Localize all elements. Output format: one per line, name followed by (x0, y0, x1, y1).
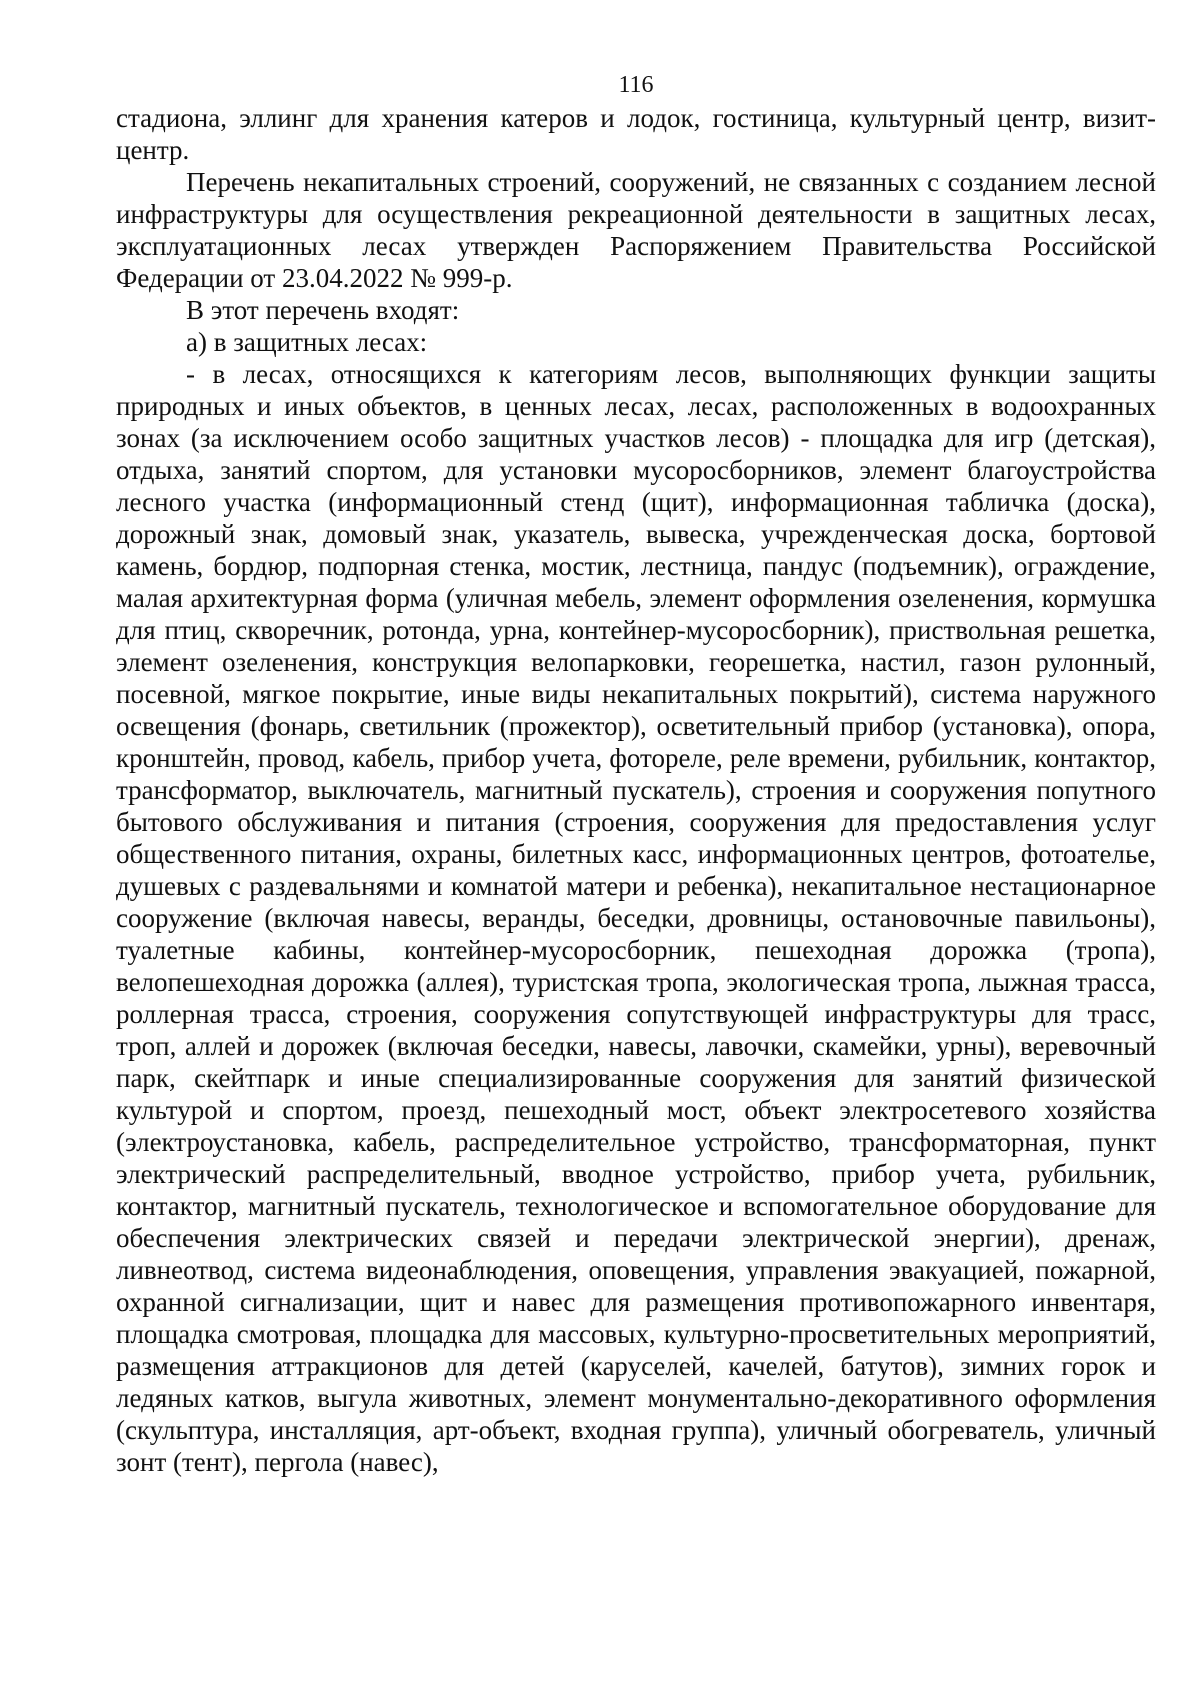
document-page (116, 70, 1156, 1478)
paragraph-structures-list: - в лесах, относящихся к категориям лесов, выполняющих функции защиты природных и иных объектов, в ценных лесах, лесах, расположенных в водоохранных зонах (за исключением особо защитных участков лесов) - площадка для игр (детская), отдыха, занятий спортом, для установки мусоросборников, элемент благоустройства лесного участка (информационный стенд (щит), информационная табличка (доска), дорожный знак, домовый знак, указатель, вывеска, учрежденческая доска, бортовой камень, бордюр, подпорная стенка, мостик, лестница, пандус (подъемник), ограждение, малая архитектурная форма (уличная мебель, элемент оформления озеленения, кормушка для птиц, скворечник, ротонда, урна, контейнер-мусоросборник), приствольная решетка, элемент озеленения, конструкция велопарковки, георешетка, настил, газон рулонный, посевной, мягкое покрытие, иные виды некапитальных покрытий), система наружного освещения (фонарь, светильник (прожектор), осветительный прибор (установка), опора, кронштейн, провод, кабель, прибор учета, фотореле, реле времени, рубильник, контактор, трансформатор, выключатель, магнитный пускатель), строения и сооружения попутного бытового обслуживания и питания (строения, сооружения для предоставления услуг общественного питания, охраны, билетных касс, информационных центров, фотоателье, душевых с раздевальнями и комнатой матери и ребенка), некапитальное нестационарное сооружение (включая навесы, веранды, беседки, дровницы, остановочные павильоны), туалетные кабины, контейнер-мусоросборник, пешеходная дорожка (тропа), велопешеходная дорожка (аллея), туристская тропа, экологическая тропа, лыжная трасса, роллерная трасса, строения, сооружения сопутствующей инфраструктуры для трасс, троп, аллей и дорожек (включая беседки, навесы, лавочки, скамейки, урны), веревочный парк, скейтпарк и иные специализированные сооружения для занятий физической культурой и спортом, проезд, пешеходный мост, объект электросетевого хозяйства (электроустановка, кабель, распределительное устройство, трансформаторная, пункт электрический распределительный, вводное устройство, прибор учета, рубильник, контактор, магнитный пускатель, технологическое и вспомогательное оборудование для обеспечения электрических связей и передачи электрической энергии), дренаж, ливнеотвод, система видеонаблюдения, оповещения, управления эвакуацией, пожарной, охранной сигнализации, щит и навес для размещения противопожарного инвентаря, площадка смотровая, площадка для массовых, культурно-просветительных мероприятий, размещения аттракционов для детей (каруселей, качелей, батутов), зимних горок и ледяных катков, выгула животных, элемент монументально-декоративного оформления (скульптура, инсталляция, арт-объект, входная группа), уличный обогреватель, уличный зонт (тент), пергола (навес), (116, 359, 1156, 1477)
paragraph-continuation: стадиона, эллинг для хранения катеров и лодок, гостиница, культурный центр, визит-центр. (116, 103, 1156, 165)
paragraph-includes: В этот перечень входят: (186, 295, 460, 325)
page-number: 116 (618, 72, 654, 98)
paragraph-protective-forests: а) в защитных лесах: (186, 327, 428, 357)
paragraph-list-intro: Перечень некапитальных строений, сооружений, не связанных с созданием лесной инфраструктуры для осуществления рекреационной деятельности в защитных лесах, эксплуатационных лесах утвержден Распоряжением Правительства Российской Федерации от 23.04.2022 № 999-р. (116, 167, 1156, 293)
